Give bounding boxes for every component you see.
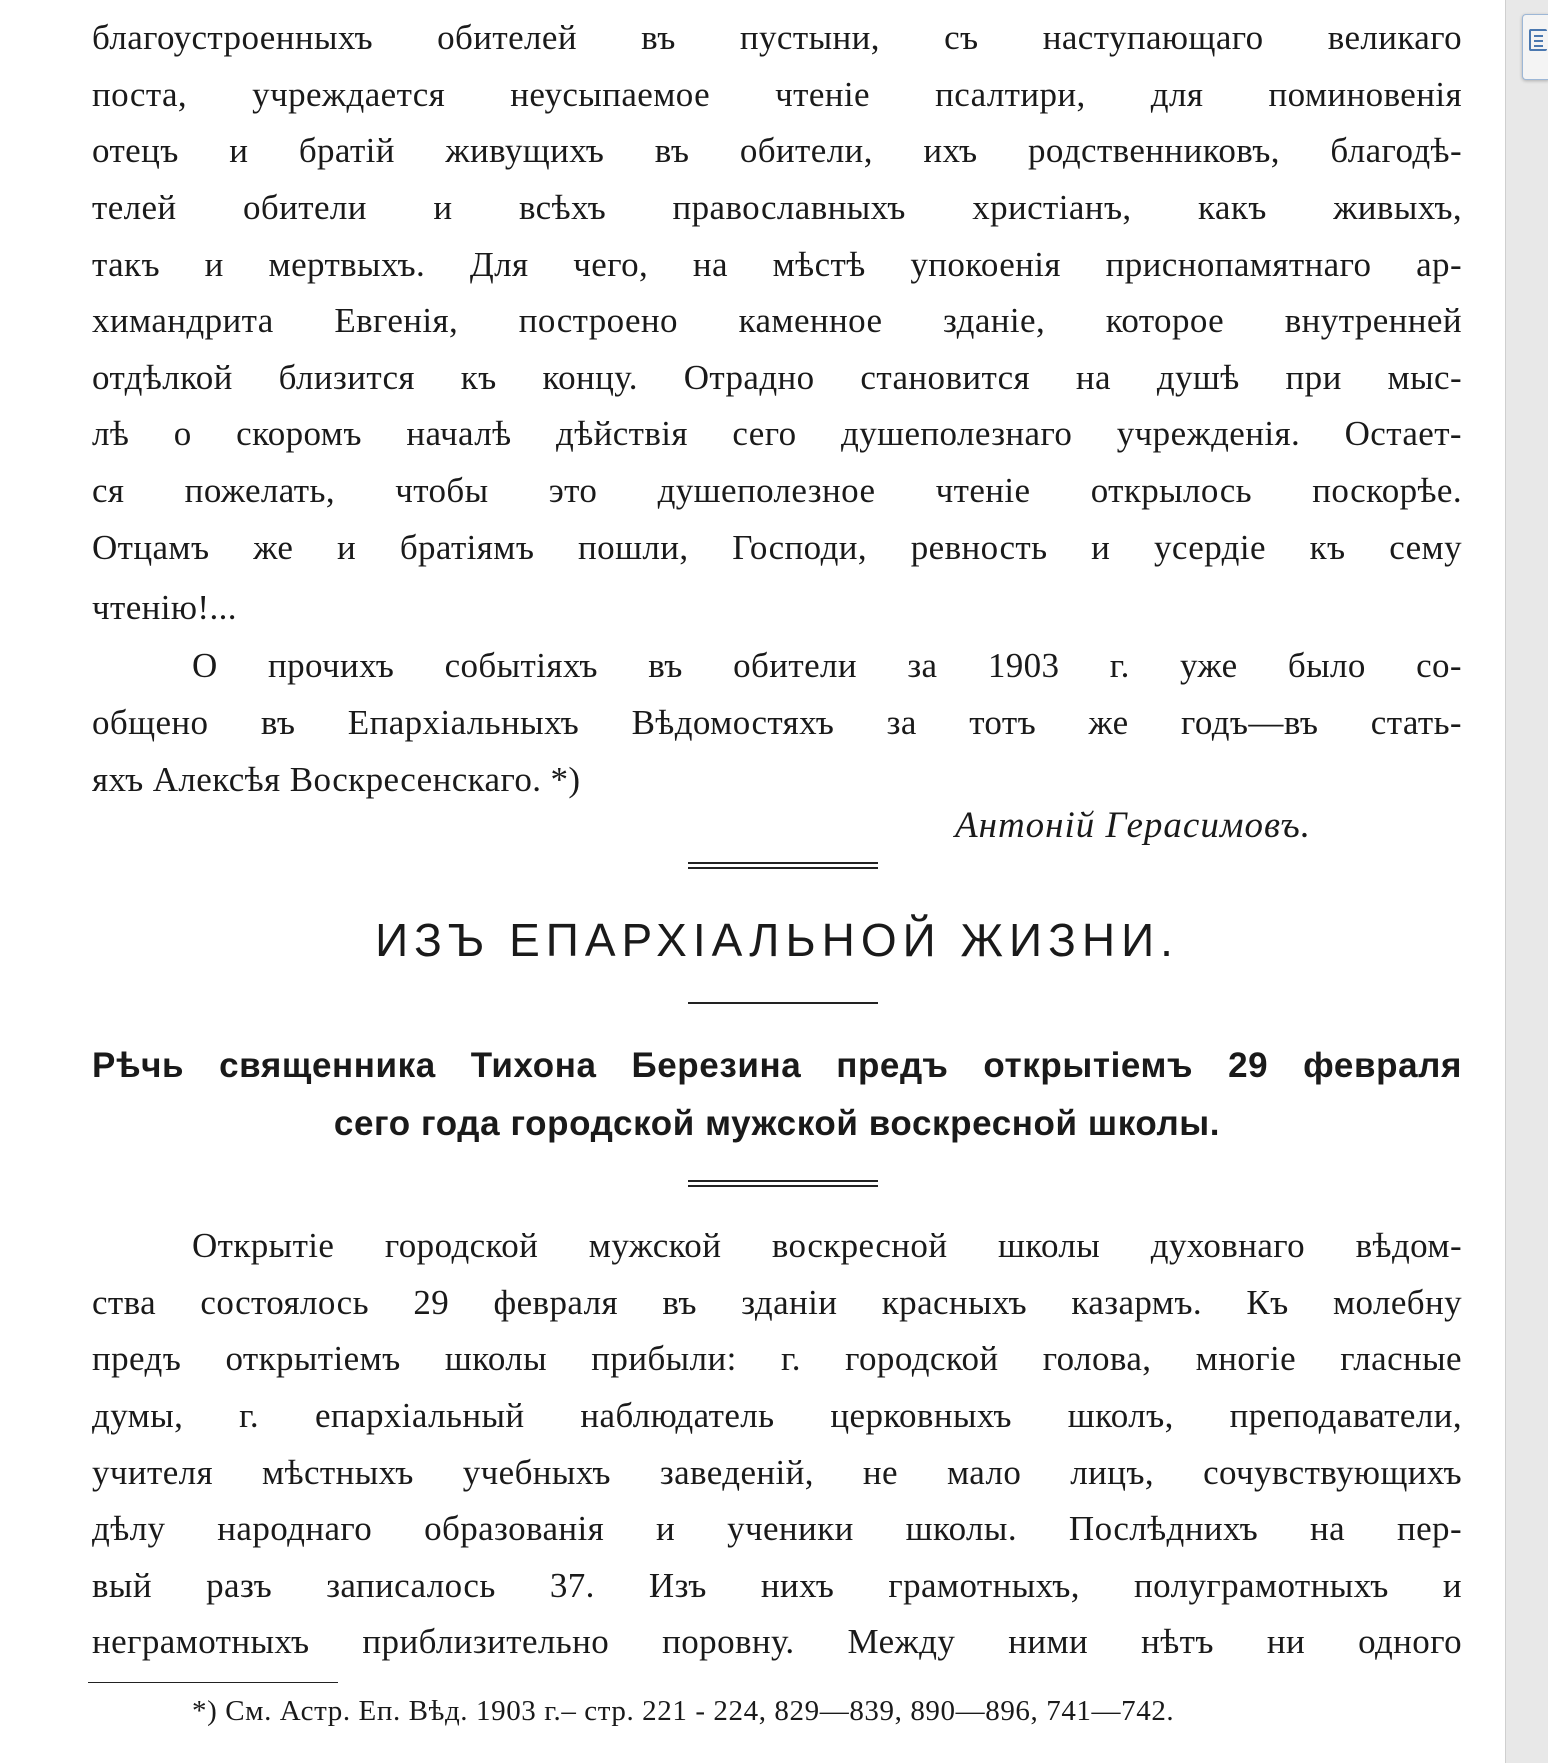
sidebar-toggle-button[interactable] bbox=[1522, 14, 1548, 80]
section-title: ИЗЪ ЕПАРХІАЛЬНОЙ ЖИЗНИ. bbox=[375, 914, 1179, 966]
paragraph-line: учителя мѣстныхъ учебныхъ заведеній, не мало лицъ, сочувствующихъ bbox=[92, 1453, 1462, 1492]
paragraph-line: благоустроенныхъ обителей въ пустыни, съ наступающаго великаго bbox=[92, 18, 1462, 57]
paragraph-line: Открытіе городской мужской воскресной школы духовнаго вѣдом- bbox=[192, 1226, 1462, 1265]
paragraph-line: предъ открытіемъ школы прибыли: г. городской голова, многіе гласные bbox=[92, 1339, 1462, 1378]
article-heading-line: Рѣчь священника Тихона Березина предъ открытіемъ 29 февраля bbox=[92, 1046, 1462, 1085]
paragraph-line: чтенію!... bbox=[92, 588, 237, 627]
paragraph-line: такъ и мертвыхъ. Для чего, на мѣстѣ упокоенія приснопамятнаго ар- bbox=[92, 245, 1462, 284]
paragraph-line: общено въ Епархіальныхъ Вѣдомостяхъ за тотъ же годъ—въ стать- bbox=[92, 703, 1462, 742]
paragraph-line: неграмотныхъ приблизительно поровну. Между ними нѣтъ ни одного bbox=[92, 1622, 1462, 1661]
heading-divider bbox=[688, 1180, 878, 1187]
paragraph-line: думы, г. епархіальный наблюдатель церковныхъ школъ, преподаватели, bbox=[92, 1396, 1462, 1435]
paragraph-line: отецъ и братій живущихъ въ обители, ихъ родственниковъ, благодѣ- bbox=[92, 131, 1462, 170]
paragraph-line: дѣлу народнаго образованія и ученики школы. Послѣднихъ на пер- bbox=[92, 1509, 1462, 1548]
paragraph-line: ся пожелать, чтобы это душеполезное чтеніе открылось поскорѣе. bbox=[92, 471, 1462, 510]
paragraph-line: лѣ о скоромъ началѣ дѣйствія сего душеполезнаго учрежденія. Остает- bbox=[92, 414, 1462, 453]
viewer-side-panel bbox=[1505, 0, 1548, 1763]
paragraph-line: Отцамъ же и братіямъ пошли, Господи, ревность и усердіе къ сему bbox=[92, 528, 1462, 567]
paragraph-line: ства состоялось 29 февраля въ зданіи красныхъ казармъ. Къ молебну bbox=[92, 1283, 1462, 1322]
footnote: *) См. Астр. Еп. Вѣд. 1903 г.– стр. 221 - 224, 829—839, 890—896, 741—742. bbox=[192, 1695, 1175, 1727]
paragraph-line: вый разъ записалось 37. Изъ нихъ грамотныхъ, полуграмотныхъ и bbox=[92, 1566, 1462, 1605]
article-heading-line: сего года городской мужской воскресной школы. bbox=[333, 1104, 1221, 1143]
paragraph-line: поста, учреждается неусыпаемое чтеніе псалтири, для поминовенія bbox=[92, 75, 1462, 114]
title-divider bbox=[688, 1002, 878, 1004]
paragraph-line: яхъ Алексѣя Воскресенскаго. *) bbox=[92, 760, 581, 799]
author-signature: Антоній Герасимовъ. bbox=[955, 805, 1311, 846]
panel-toggle-icon bbox=[1529, 29, 1547, 51]
footnote-divider bbox=[88, 1682, 338, 1683]
paragraph-line: О прочихъ событіяхъ въ обители за 1903 г. уже было со- bbox=[192, 646, 1462, 685]
paragraph-line: отдѣлкой близится къ концу. Отрадно становится на душѣ при мыс- bbox=[92, 358, 1462, 397]
section-divider bbox=[688, 862, 878, 869]
paragraph-line: химандрита Евгенія, построено каменное зданіе, которое внутренней bbox=[92, 301, 1462, 340]
paragraph-line: телей обители и всѣхъ православныхъ христіанъ, какъ живыхъ, bbox=[92, 188, 1462, 227]
